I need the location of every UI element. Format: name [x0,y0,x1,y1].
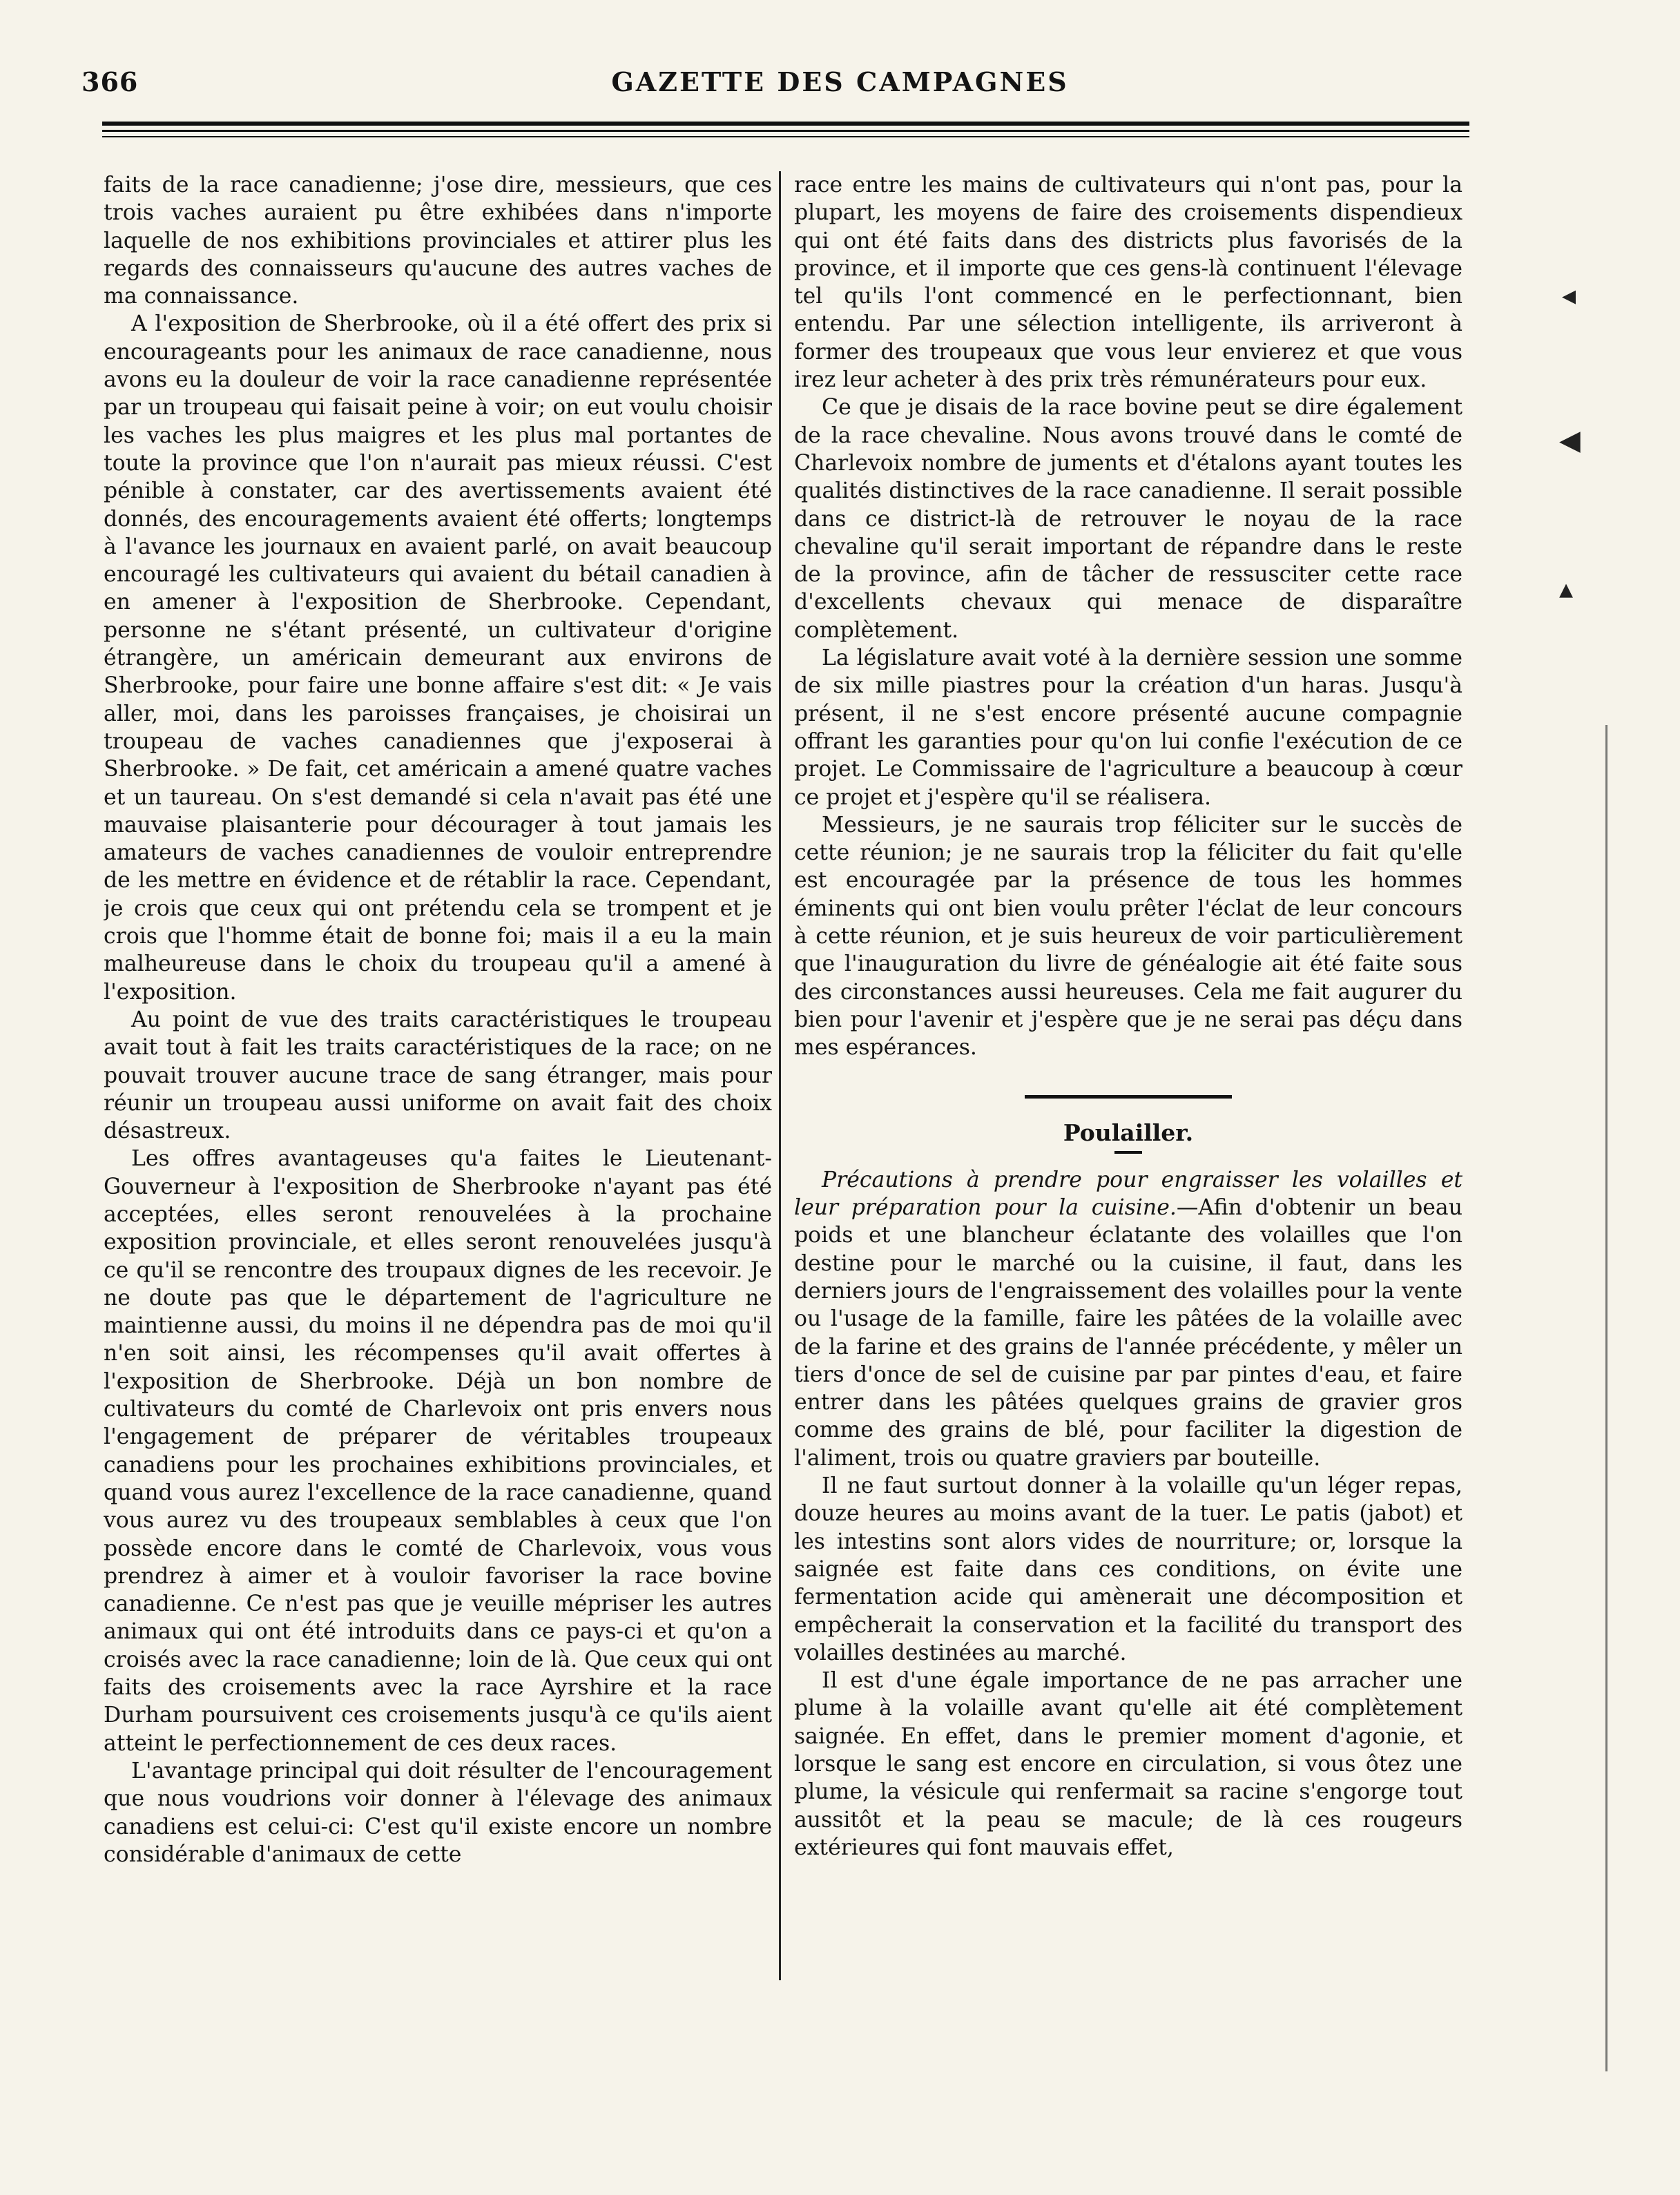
section-dash [1114,1151,1142,1154]
left-column [104,171,772,1994]
section-lead-text: —Afin d'obtenir un beau poids et une blancheur éclatante des volailles que l'on destine pour le marché ou la cuisine, il faut, dans les derniers jours de l'engraissement des volailles pour la vente ou l'usage de la famille, faire les pâtées de la volaille avec de la farine et des grains de l'année précédente, y mêler un tiers d'once de sel de cuisine par par pintes d'eau, et faire entrer dans les pâtées quelques grains de gravier gros comme des grains de blé, pour faciliter la digestion de l'aliment, trois ou quatre graviers par bouteille. [794,1195,1462,1471]
section-divider [1025,1095,1232,1099]
paragraph: La législature avait voté à la dernière session une somme de six mille piastres pour la création d'un haras. Jusqu'à présent, il ne s'est encore présenté aucune compagnie offrant les garanties pour qu'on lui confie l'exécution de ce projet. Le Commissaire de l'agriculture a beaucoup à cœur ce projet et j'espère qu'il se réalisera. [794,646,1462,810]
paragraph: Ce que je disais de la race bovine peut se dire également de la race chevaline. Nous avons trouvé dans le comté de Charlevoix nombre de juments et d'étalons ayant toutes les qualités distinctives de la race canadienne. Il serait possible dans ce district-là de retrouver le noyau de la race chevaline qu'il serait important de répandre dans le reste de la province, afin de tâcher de ressusciter cette race d'excellents chevaux qui menace de disparaître complètement. [794,395,1462,643]
right-column [794,171,1462,1994]
paragraph: A l'exposition de Sherbrooke, où il a été offert des prix si encourageants pour les animaux de race canadienne, nous avons eu la douleur de voir la race canadienne représentée par un troupeau qui faisait peine à voir; on eut voulu choisir les vaches les plus maigres et les plus mal portantes de toute la province que l'on n'aurait pas mieux réussi. C'est pénible à constater, car des avertissements avaient été donnés, des encouragements avaient été offerts; longtemps à l'avance les journaux en avaient parlé, on avait beaucoup encouragé les cultivateurs qui avaient du bétail canadien à en amener à l'exposition de Sherbrooke. Cependant, personne ne s'étant présenté, un cultivateur d'origine étrangère, un américain demeurant aux environs de Sherbrooke, pour faire une bonne affaire s'est dit: « Je vais aller, moi, dans les paroisses françaises, je choisirai un troupeau de vaches canadiennes que j'exposerai à Sherbrooke. » De fait, cet américain a amené quatre vaches et un taureau. On s'est demandé si cela n'avait pas été une mauvaise plaisanterie pour décourager à tout jamais les amateurs de vaches canadiennes de vouloir entreprendre de les mettre en évidence et de rétablir la race. Cependant, je crois que ceux qui ont prétendu cela se trompent et je crois que l'homme était de bonne foi; mais il a eu la main malheureuse dans le choix du troupeau qu'il a amené à l'exposition. [104,311,772,1005]
header-rule [102,130,1469,132]
header-rule [102,122,1469,126]
scan-speck-mark: ◂ [1562,280,1576,311]
header-rule [102,136,1469,137]
paragraph: faits de la race canadienne; j'ose dire, messieurs, que ces trois vaches auraient pu être exhibées dans n'importe laquelle de nos exhibitions provinciales et attirer plus les regards des connaisseurs qu'aucune des autres vaches de ma connaissance. [104,173,772,309]
paragraph: Il est d'une égale importance de ne pas arracher une plume à la volaille avant qu'elle ait été complètement saignée. En effet, dans le premier moment d'agonie, et lorsque le sang est encore en circulation, si vous ôtez une plume, la vésicule qui renfermait sa racine s'engorge tout aussitôt et la peau se macule; de là ces rougeurs extérieures qui font mauvais effet, [794,1668,1462,1860]
scan-speck-mark: ▴ [1559,573,1574,605]
paragraph: L'avantage principal qui doit résulter de l'encouragement que nous voudrions voir donner à l'élevage des animaux canadiens est celui-ci: C'est qu'il existe encore un nombre considérable d'animaux de cette [104,1758,772,1867]
paragraph: Il ne faut surtout donner à la volaille qu'un léger repas, douze heures au moins avant de la tuer. Le patis (jabot) et les intestins sont alors vides de nourriture; or, lorsque la saignée est faite dans ces conditions, on évite une fermentation acide qui amènerait une décomposition et empêcherait la conservation et la facilité du transport des volailles destinées au marché. [794,1473,1462,1665]
scan-speck-mark: ◀ [1559,425,1581,456]
paragraph: Les offres avantageuses qu'a faites le Lieutenant-Gouverneur à l'exposition de Sherbrooke n'ayant pas été acceptées, elles seront renouvelées à la prochaine exposition provinciale, et elles seront renouvelées jusqu'à ce qu'il se rencontre des troupaux dignes de les recevoir. Je ne doute pas que le département de l'agriculture ne maintienne aussi, du moins il ne dépendra pas de moi qu'il n'en soit ainsi, les récompenses qu'il avait offertes à l'exposition de Sherbrooke. Déjà un bon nombre de cultivateurs du comté de Charlevoix ont pris envers nous l'engagement de préparer de véritables troupeaux canadiens pour les prochaines exhibitions provinciales, et quand vous aurez l'excellence de la race canadienne, quand vous aurez vu des troupeaux semblables à ceux que l'on possède encore dans le comté de Charlevoix, vous vous prendrez à aimer et à vouloir favoriser la race bovine canadienne. Ce n'est pas que je veuille mépriser les autres animaux qui ont été introduits dans ce pays-ci et qu'on a croisés avec la race canadienne; loin de là. Que ceux qui ont faits des croisements avec la race Ayrshire et la race Durham poursuivent ces croisements jusqu'à ce qu'ils aient atteint le perfectionnement de ces deux races. [104,1146,772,1756]
page-number: 366 [81,66,139,97]
running-title: GAZETTE DES CAMPAGNES [611,66,1069,97]
paragraph: Messieurs, je ne saurais trop féliciter sur le succès de cette réunion; je ne saurais trop la féliciter du fait qu'elle est encouragée par la présence de tous les hommes éminents qui ont bien voulu prêter l'éclat de leur concours à cette réunion, et je suis heureux de voir particulièrement que l'inauguration du livre de généalogie ait été faite sous des circonstances aussi heureuses. Cela me fait augurer du bien pour l'avenir et j'espère que je ne serai pas déçu dans mes espérances. [794,812,1462,1061]
section-title: Poulailler. [1063,1119,1194,1146]
section-lead-paragraph [794,1166,1462,1472]
paragraph: Au point de vue des traits caractéristiques le troupeau avait tout à fait les traits caractéristiques de la race; on ne pouvait trouver aucune trace de sang étranger, mais pour réunir un troupeau aussi uniforme on avait fait des choix désastreux. [104,1007,772,1144]
column-divider [779,171,781,1980]
scan-edge-mark [1605,725,1607,2071]
paragraph: race entre les mains de cultivateurs qui n'ont pas, pour la plupart, les moyens de faire des croisements dispendieux qui ont été faits dans des districts plus favorisés de la province, et il importe que ces gens-là continuent l'élevage tel qu'ils l'ont commencé en le perfectionnant, bien entendu. Par une sélection intelligente, ils arriveront à former des troupeaux que vous leur envierez et que vous irez leur acheter à des prix très rémunérateurs pour eux. [794,173,1462,393]
section-lead-italic: Précautions à prendre pour engraisser les volailles et leur préparation pour la cuisine. [794,1167,1462,1221]
